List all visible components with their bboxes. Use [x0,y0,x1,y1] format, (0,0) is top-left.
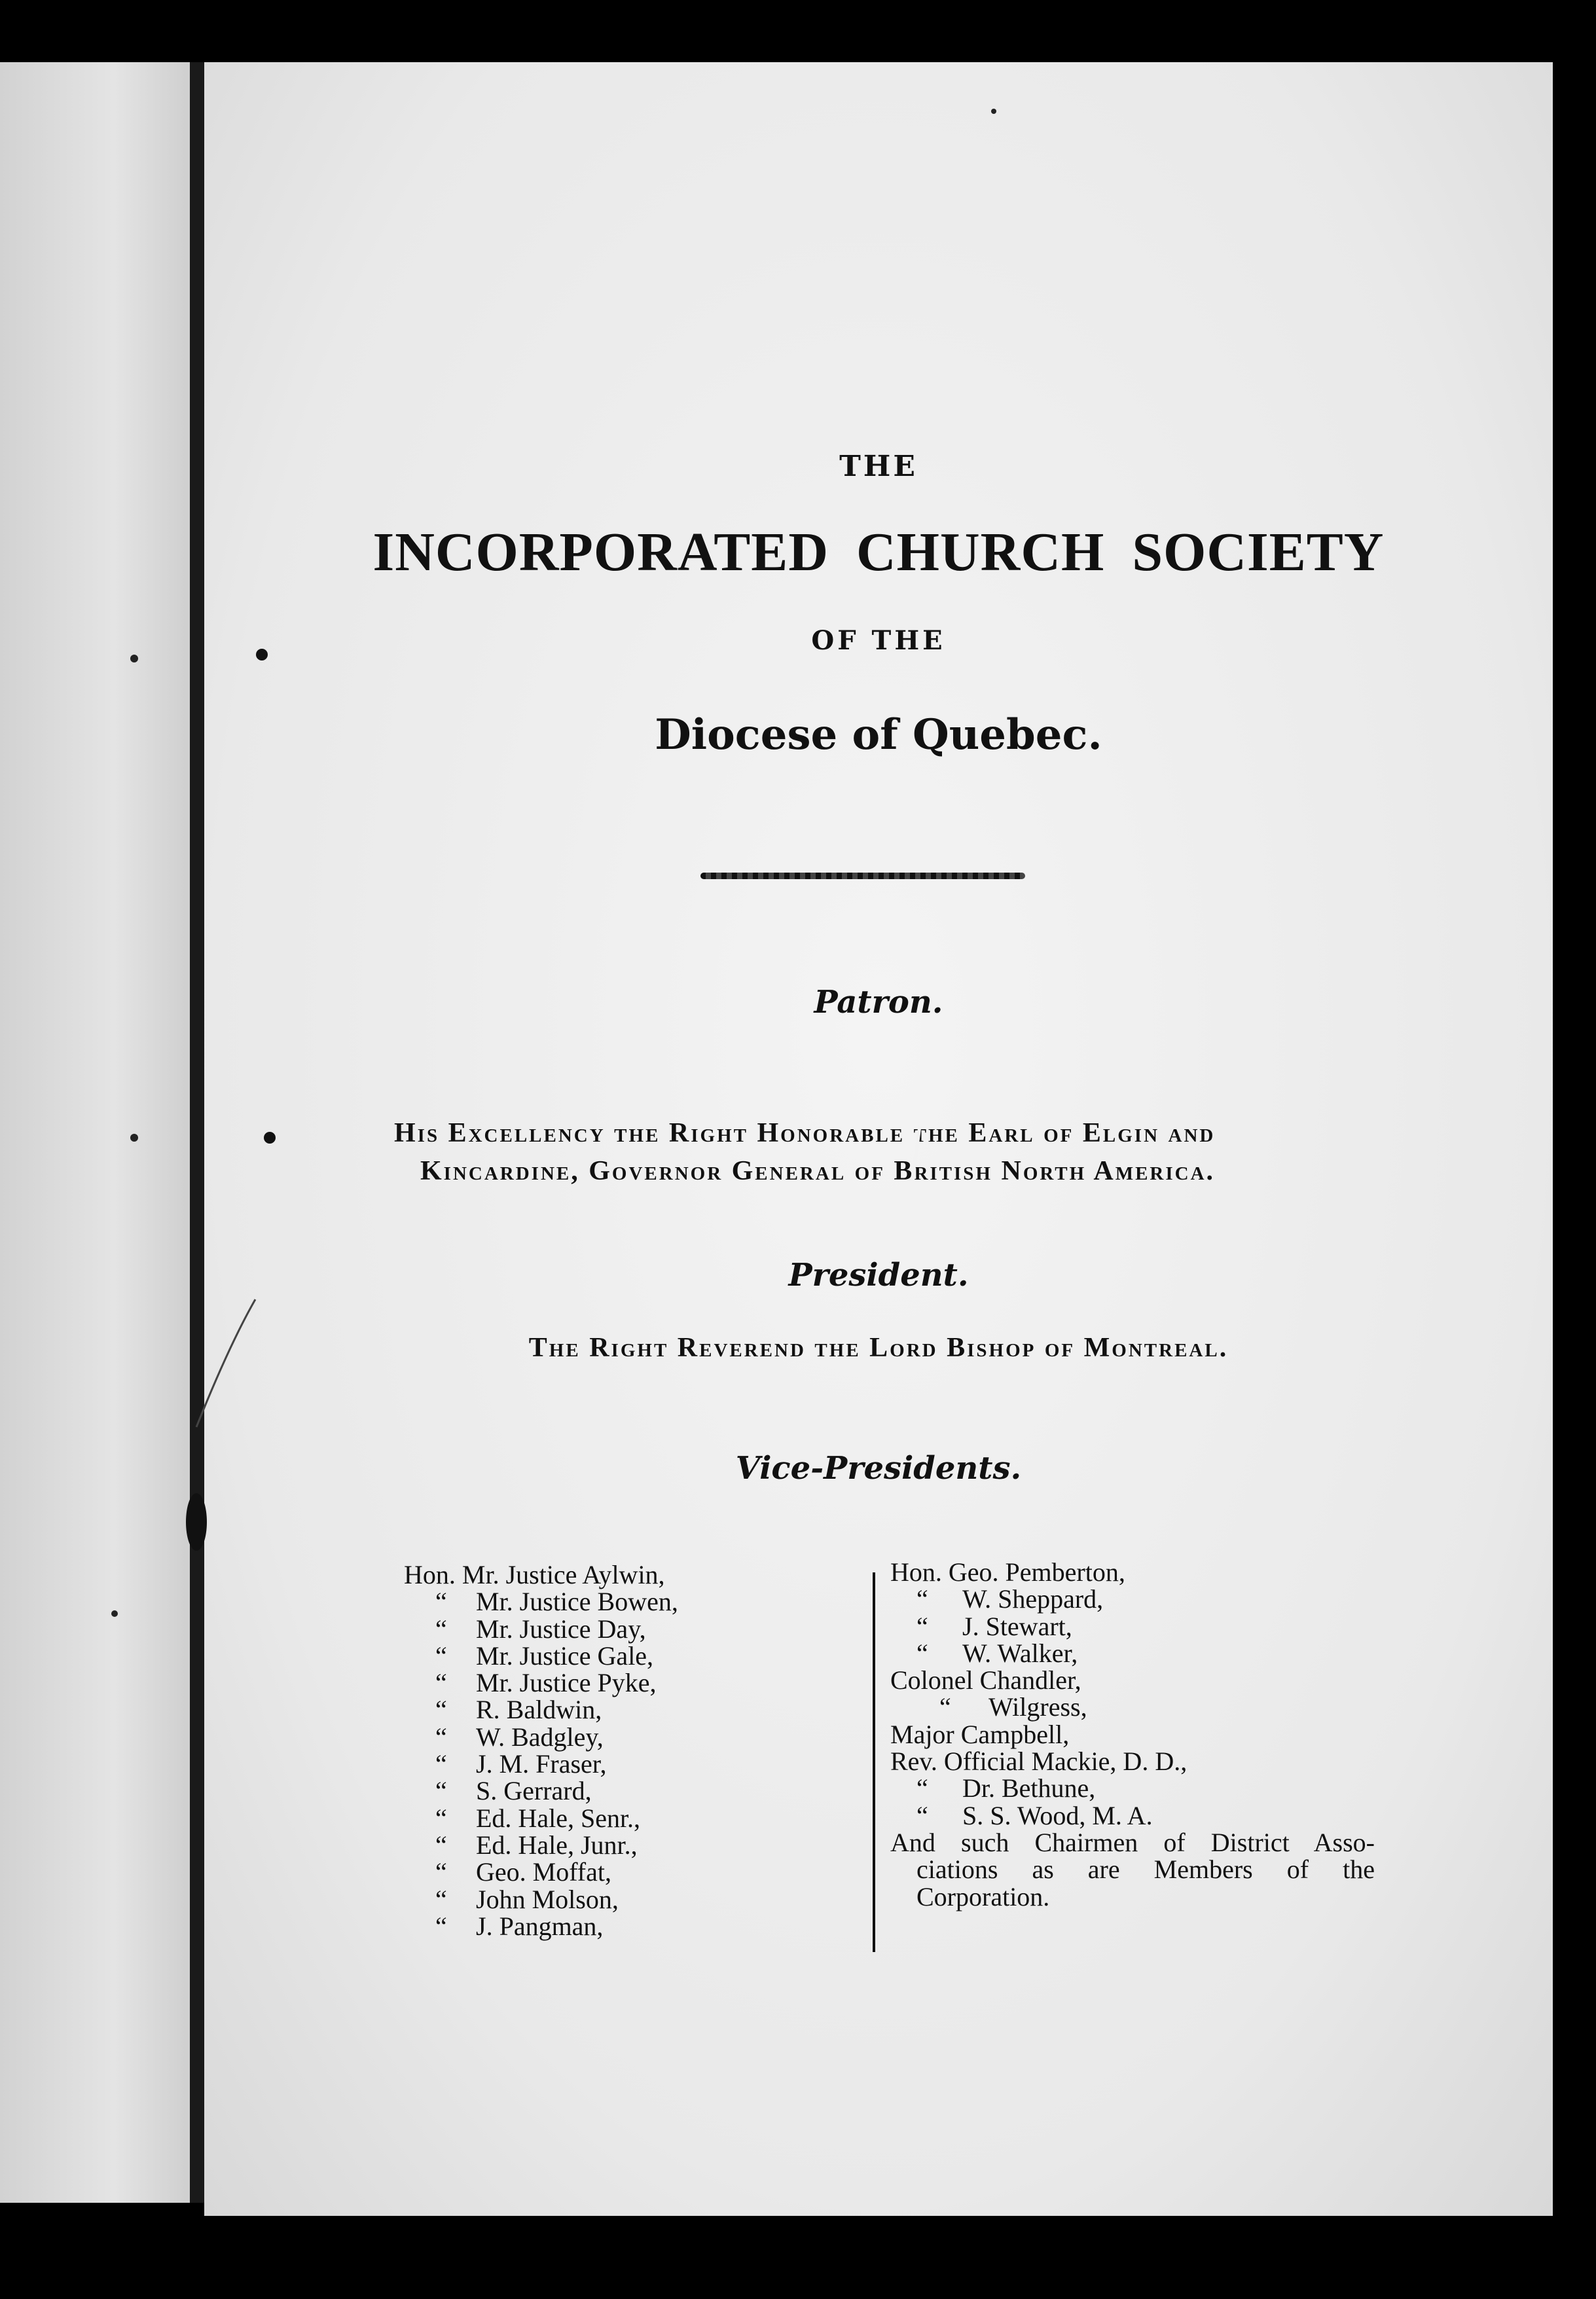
vp-left-row [404,1588,678,1615]
vp-right-row [890,1693,1375,1720]
ditto-mark: “ [435,1884,447,1914]
vp-closing-line-1: And such Chairmen of District Asso- [890,1827,1375,1857]
vp-name: J. M. Fraser, [476,1749,607,1779]
ditto-mark: “ [916,1638,928,1668]
vp-name: Mr. Justice Pyke, [476,1668,657,1698]
diocese-title: Diocese of Quebec. [655,710,1102,759]
ditto-mark: “ [916,1611,928,1641]
vp-name: Mr. Justice Gale, [476,1640,654,1671]
vice-presidents-right-column [890,1559,1375,1910]
title-of-the: OF THE [811,625,946,656]
page-gutter [190,62,204,2203]
vp-right-row [890,1802,1375,1829]
column-divider [873,1572,875,1952]
ditto-mark: “ [916,1773,928,1803]
ditto-mark: “ [435,1857,447,1887]
decorative-wavy-rule [700,873,1025,879]
vp-colonel: Colonel Chandler, [890,1665,1081,1695]
vp-name: Mr. Justice Day, [476,1614,646,1644]
vice-presidents-heading: Vice-Presidents. [735,1450,1022,1487]
ditto-mark: “ [435,1640,447,1671]
vp-left-row [404,1696,678,1723]
vp-name: W. Walker, [962,1638,1078,1668]
vp-closing-line-3: Corporation. [916,1881,1050,1911]
vp-left-row [404,1805,678,1832]
title-article: THE [839,450,918,483]
vp-name: W. Sheppard, [962,1584,1104,1614]
vp-name: J. Pangman, [476,1911,604,1941]
vp-closing-line-2: ciations as are Members of the [916,1855,1375,1885]
vp-name: W. Badgley, [476,1722,604,1752]
vp-name: S. S. Wood, M. A. [962,1800,1153,1830]
ditto-mark: “ [916,1800,928,1830]
vp-right-row [890,1585,1375,1612]
vp-left-row [404,1913,678,1940]
vp-right-row [890,1640,1375,1667]
vp-left-first: Hon. Mr. Justice Aylwin, [404,1560,665,1589]
vp-name: J. Stewart, [962,1611,1072,1641]
vp-rev: Rev. Official Mackie, D. D., [890,1747,1188,1777]
vp-name: Ed. Hale, Senr., [476,1803,641,1833]
facing-page-edge [0,62,190,2203]
ditto-mark: “ [435,1668,447,1698]
patron-line-1: His Excellency the Right Honorable the Earl of Elgin and [394,1118,1216,1148]
ditto-mark: “ [435,1695,447,1725]
ditto-mark: “ [435,1776,447,1806]
vp-name: Dr. Bethune, [962,1773,1096,1803]
vp-left-row [404,1750,678,1777]
society-title: INCORPORATED CHURCH SOCIETY [372,522,1385,583]
ditto-mark: “ [435,1587,447,1617]
patron-heading: Patron. [814,984,943,1021]
vp-name: Mr. Justice Bowen, [476,1587,678,1617]
vp-right-row [890,1613,1375,1640]
vp-left-row [404,1616,678,1642]
ditto-mark: “ [435,1911,447,1941]
ditto-mark: “ [435,1830,447,1860]
president-name: The Right Reverend the Lord Bishop of Montreal. [528,1333,1229,1363]
ditto-mark: “ [435,1722,447,1752]
vp-name: Geo. Moffat, [476,1857,611,1887]
vp-left-row [404,1832,678,1858]
ditto-mark: “ [435,1749,447,1779]
ditto-mark: “ [435,1614,447,1644]
vp-right-row [890,1775,1375,1801]
patron-line-2: Kincardine, Governor General of British North America. [420,1156,1216,1186]
vp-left-row [404,1642,678,1669]
vp-name: R. Baldwin, [476,1695,602,1725]
vp-name: John Molson, [476,1884,619,1914]
vp-name: Ed. Hale, Junr., [476,1830,638,1860]
vp-left-row [404,1724,678,1750]
page-edge-shadow [1553,62,1596,2216]
vp-left-row [404,1886,678,1913]
ditto-mark: “ [916,1584,928,1614]
vp-left-row [404,1777,678,1804]
vp-left-row [404,1669,678,1696]
ditto-mark: “ [435,1803,447,1833]
vp-major: Major Campbell, [890,1719,1070,1749]
president-heading: President. [788,1257,969,1294]
vp-name: Wilgress, [988,1692,1087,1722]
vp-right-first: Hon. Geo. Pemberton, [890,1557,1125,1587]
vp-left-row [404,1858,678,1885]
vice-presidents-left-column [404,1561,678,1940]
ditto-mark: “ [939,1692,951,1722]
document-page [204,62,1553,2216]
vp-name: S. Gerrard, [476,1776,592,1806]
